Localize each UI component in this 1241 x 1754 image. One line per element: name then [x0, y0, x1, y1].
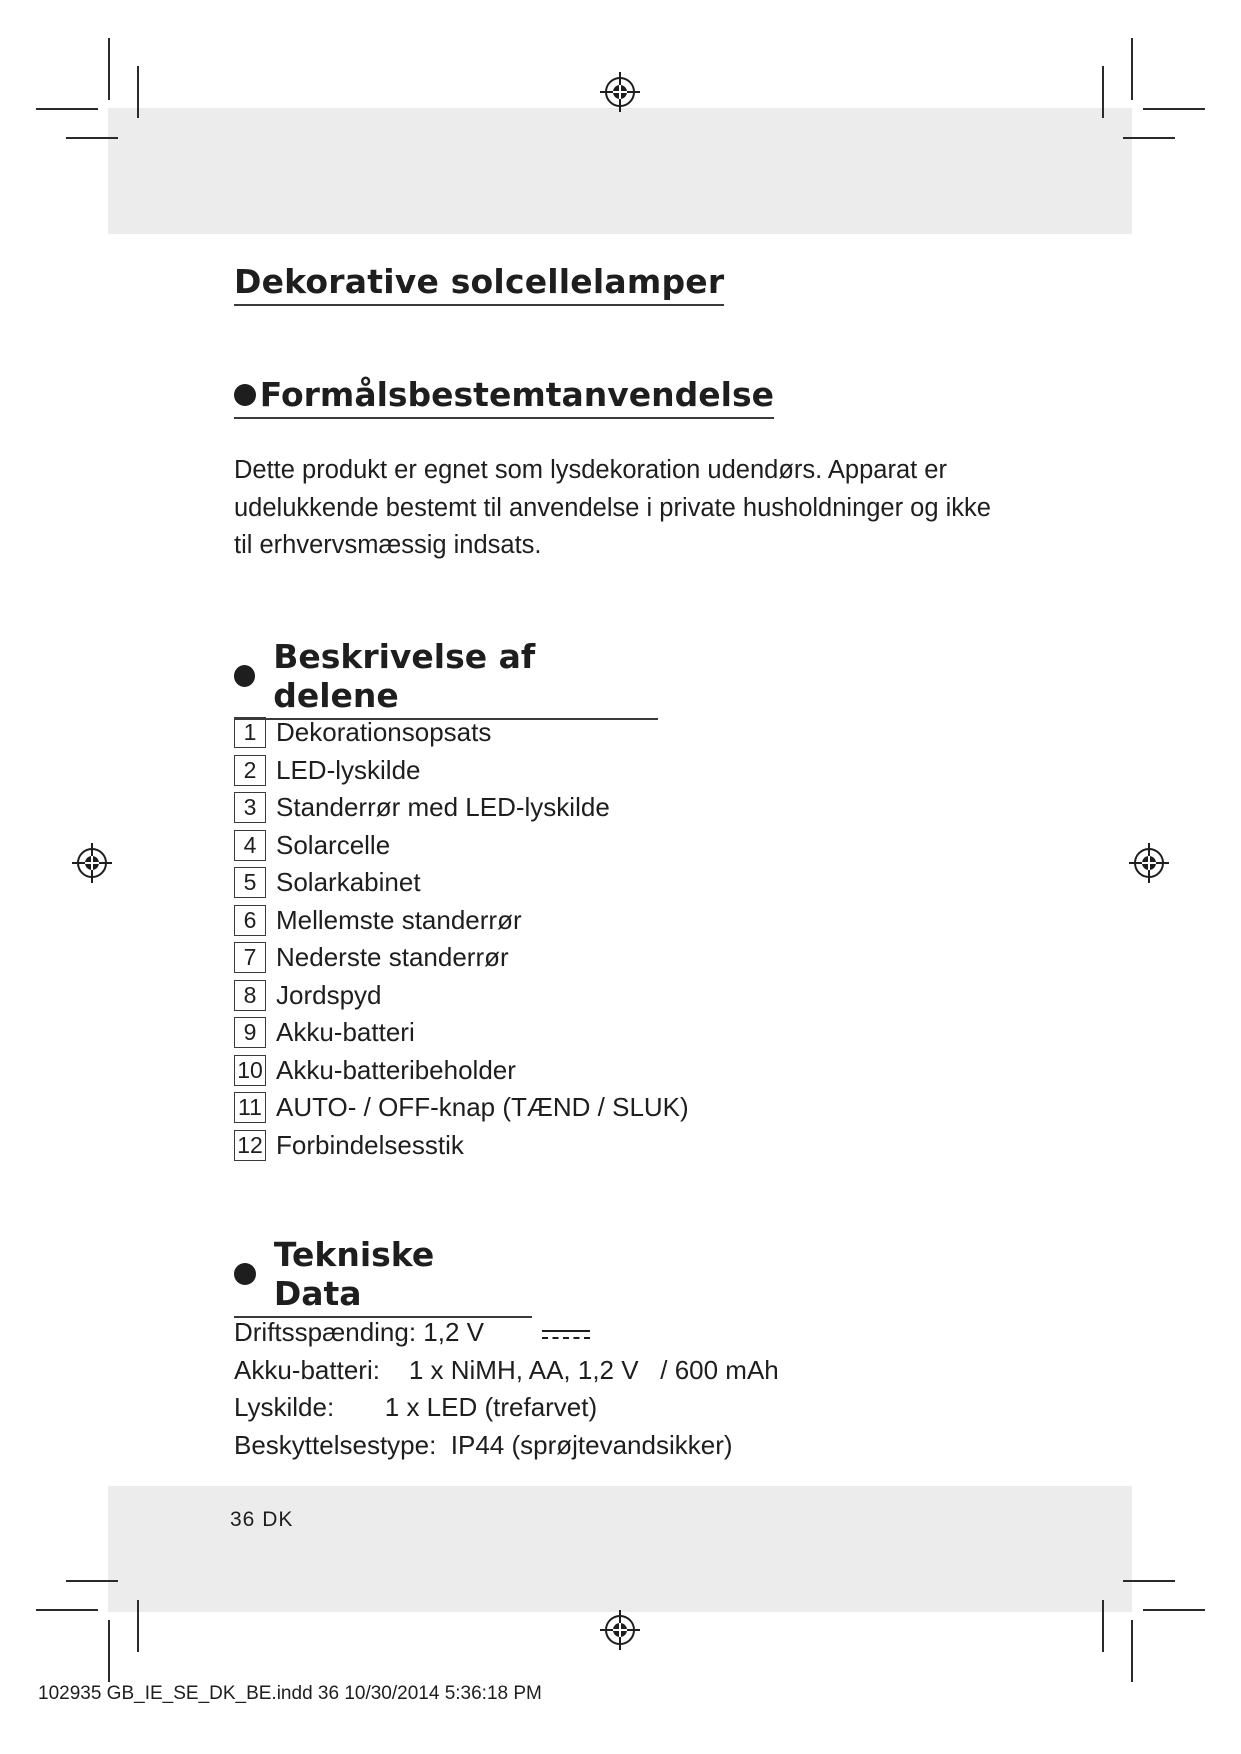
protection-row — [234, 1427, 779, 1465]
technical-data-list — [234, 1314, 779, 1464]
battery-row — [234, 1352, 779, 1390]
technical-heading — [234, 1235, 532, 1318]
part-number: 12 — [234, 1130, 266, 1161]
list-item — [234, 939, 689, 977]
crop-mark — [1123, 1580, 1175, 1582]
crop-mark — [66, 137, 118, 139]
crop-mark — [1131, 1620, 1133, 1682]
part-number: 11 — [234, 1092, 266, 1123]
part-label: Standerrør med LED-lyskilde — [276, 792, 610, 823]
part-number: 2 — [234, 755, 266, 786]
crop-mark — [66, 1580, 118, 1582]
footer-band — [108, 1486, 1132, 1612]
intended-use-text: Dette produkt er egnet som lysdekoration udendørs. Apparat er udelukkende bestemt til anvendelse i private husholdninger og ikke til erhvervsmæssig indsats. — [234, 456, 991, 559]
light-text: Lyskilde: 1 x LED (trefarvet) — [234, 1392, 598, 1423]
bullet-icon — [234, 665, 255, 687]
header-band — [108, 108, 1132, 234]
part-number: 5 — [234, 867, 266, 898]
list-item — [234, 714, 689, 752]
crop-mark — [137, 66, 139, 118]
intended-use-heading — [234, 375, 774, 419]
crop-mark — [1123, 137, 1175, 139]
part-label: Akku-batteribeholder — [276, 1054, 516, 1085]
list-item — [234, 1127, 689, 1165]
part-label: Mellemste standerrør — [276, 904, 522, 935]
registration-mark-icon — [1129, 843, 1169, 883]
protection-text: Beskyttelsestype: IP44 (sprøjtevandsikker) — [234, 1429, 733, 1460]
crop-mark — [108, 38, 110, 100]
crop-mark — [108, 1620, 110, 1682]
page-number: 36 DK — [230, 1508, 294, 1531]
part-number: 6 — [234, 905, 266, 936]
light-row — [234, 1389, 779, 1427]
registration-mark-icon — [600, 1610, 640, 1650]
part-label: AUTO- / OFF-knap (TÆND / SLUK) — [276, 1092, 689, 1123]
print-slug: 102935 GB_IE_SE_DK_BE.indd 36 10/30/2014 5:36:18 PM — [38, 1683, 542, 1704]
crop-mark — [1143, 1609, 1205, 1611]
part-label: Forbindelsesstik — [276, 1129, 464, 1160]
list-item — [234, 1089, 689, 1127]
part-number: 1 — [234, 717, 266, 748]
part-label: Nederste standerrør — [276, 942, 509, 973]
list-item — [234, 789, 689, 827]
list-item — [234, 977, 689, 1015]
voltage-row — [234, 1314, 779, 1352]
part-label: Solarcelle — [276, 829, 391, 860]
part-label: Jordspyd — [276, 979, 382, 1010]
part-number: 3 — [234, 792, 266, 823]
bullet-icon — [234, 1263, 256, 1285]
parts-heading-text: Beskrivelse af delene — [273, 637, 536, 715]
voltage-text: Driftsspænding: 1,2 V — [234, 1317, 485, 1348]
registration-mark-icon — [600, 72, 640, 112]
crop-mark — [137, 1600, 139, 1652]
part-label: LED-lyskilde — [276, 754, 421, 785]
crop-mark — [1102, 66, 1104, 118]
part-number: 4 — [234, 830, 266, 861]
technical-heading-text: Tekniske Data — [273, 1235, 435, 1313]
list-item — [234, 752, 689, 790]
crop-mark — [36, 108, 98, 110]
list-item — [234, 1052, 689, 1090]
parts-heading — [234, 637, 658, 720]
crop-mark — [36, 1609, 98, 1611]
page-title: Dekorative solcellelamper — [234, 262, 724, 306]
list-item — [234, 1014, 689, 1052]
list-item — [234, 827, 689, 865]
part-label: Dekorationsopsats — [276, 717, 492, 748]
part-number: 8 — [234, 980, 266, 1011]
list-item — [234, 902, 689, 940]
part-label: Solarkabinet — [276, 867, 421, 898]
part-number: 9 — [234, 1017, 266, 1048]
bullet-icon — [234, 384, 256, 406]
part-number: 10 — [234, 1055, 266, 1086]
direct-current-icon — [542, 1330, 590, 1342]
list-item — [234, 864, 689, 902]
crop-mark — [1131, 38, 1133, 100]
intended-use-heading-text: Formålsbestemtanvendelse — [259, 375, 774, 414]
battery-text: Akku-batteri: 1 x NiMH, AA, 1,2 V / 600 mAh — [234, 1354, 779, 1385]
part-number: 7 — [234, 942, 266, 973]
crop-mark — [1102, 1600, 1104, 1652]
crop-mark — [1143, 108, 1205, 110]
part-label: Akku-batteri — [276, 1017, 415, 1048]
registration-mark-icon — [72, 843, 112, 883]
parts-list — [234, 714, 689, 1164]
